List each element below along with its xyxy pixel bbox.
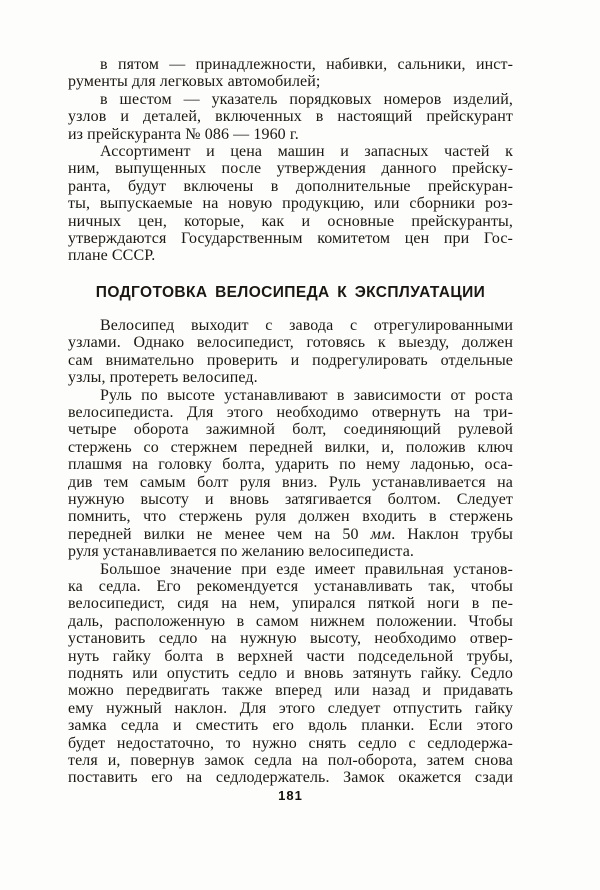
text-line: плашмя на головку болта, ударить по нему ладонью, оса-	[68, 456, 513, 474]
text-line: ранта, будут включены в дополнительные прейскуран-	[68, 177, 513, 195]
text-line: поставить его на седлодержатель. Замок окажется сзади	[68, 769, 513, 787]
paragraph	[68, 387, 513, 561]
text-line: руля устанавливается по желанию велосипедиста.	[68, 543, 414, 561]
text-line: ним, выпущенных после утверждения данного прейску-	[68, 160, 513, 178]
section-paragraphs	[68, 317, 513, 787]
text-line: плане СССР.	[68, 247, 156, 265]
paragraph	[68, 143, 513, 265]
text-line: узлов и деталей, включенных в настоящий прейскурант	[68, 108, 513, 126]
text-line: велосипедист, сидя на нем, упирался пяткой ноги в пе-	[68, 595, 513, 613]
paragraph	[68, 561, 513, 787]
paragraph	[68, 56, 513, 91]
text-line: узлы, протереть велосипед.	[68, 369, 258, 387]
text-line: узлами. Однако велосипедист, готовясь к выезду, должен	[68, 334, 513, 352]
text-line: стержень со стержнем передней вилки, и, положив ключ	[68, 438, 513, 456]
text-line: ты, выпускаемые на новую продукцию, или сборники роз-	[68, 195, 513, 213]
text-line: в шестом — указатель порядковых номеров изделий,	[100, 90, 513, 108]
text-line: будет недостаточно, то нужно снять седло с седлодержа-	[68, 734, 513, 752]
section-heading: ПОДГОТОВКА ВЕЛОСИПЕДА К ЭКСПЛУАТАЦИИ	[95, 283, 486, 301]
intro-paragraphs	[68, 56, 513, 265]
text-line: ка седла. Его рекомендуется устанавливать так, чтобы	[68, 577, 513, 595]
text-line: ему нужный наклон. Для этого следует отпустить гайку	[68, 699, 513, 717]
text-line: нуть гайку болта в верхней части подседельной трубы,	[68, 647, 513, 665]
text-line: можно передвигать также вперед или назад и придавать	[68, 682, 513, 700]
text-line: Руль по высоте устанавливают в зависимости от роста	[100, 386, 513, 404]
text-line: поднять или опустить седло и вновь затянуть гайку. Седло	[68, 665, 513, 682]
paragraph	[68, 317, 513, 387]
text-line: ничных цен, которые, как и основные прейскуранты,	[68, 212, 513, 230]
text-line: помнить, что стержень руля должен входить в стержень	[68, 508, 513, 526]
text-line: утверждаются Государственным комитетом цен при Гос-	[68, 230, 513, 248]
text-line: установить седло на нужную высоту, необходимо отвер-	[68, 630, 513, 648]
paragraph	[68, 91, 513, 143]
text-line: четыре оборота зажимной болт, соединяющий рулевой	[68, 421, 513, 439]
page-number: 181	[278, 788, 303, 803]
text-line: див тем самым болт руля вниз. Руль устанавливается на	[68, 473, 513, 491]
text-line: теля и, повернув замок седла на пол-оборота, затем снова	[68, 752, 513, 770]
text-line: Большое значение при езде имеет правильная установ-	[100, 560, 513, 578]
text-line: передней вилки не менее чем на 50 мм. Наклон трубы	[68, 525, 513, 543]
text-line: велосипедиста. Для этого необходимо отвернуть на три-	[68, 403, 513, 421]
text-line: Велосипед выходит с завода с отрегулированными	[100, 316, 513, 334]
text-line: в пятом — принадлежности, набивки, сальники, инст-	[100, 56, 513, 73]
text-line: замка седла и сместить его вдоль планки. Если этого	[68, 717, 513, 735]
text-line: из прейскуранта № 086 — 1960 г.	[68, 125, 299, 143]
text-line: нужную высоту и вновь затягивается болтом. Следует	[68, 490, 513, 508]
text-line: Ассортимент и цена машин и запасных частей к	[100, 143, 513, 161]
text-line: рументы для легковых автомобилей;	[68, 73, 321, 91]
text-line: даль, расположенную в самом нижнем положении. Чтобы	[68, 612, 513, 630]
text-column	[68, 56, 513, 787]
text-line: сам внимательно проверить и подрегулировать отдельные	[68, 351, 513, 369]
